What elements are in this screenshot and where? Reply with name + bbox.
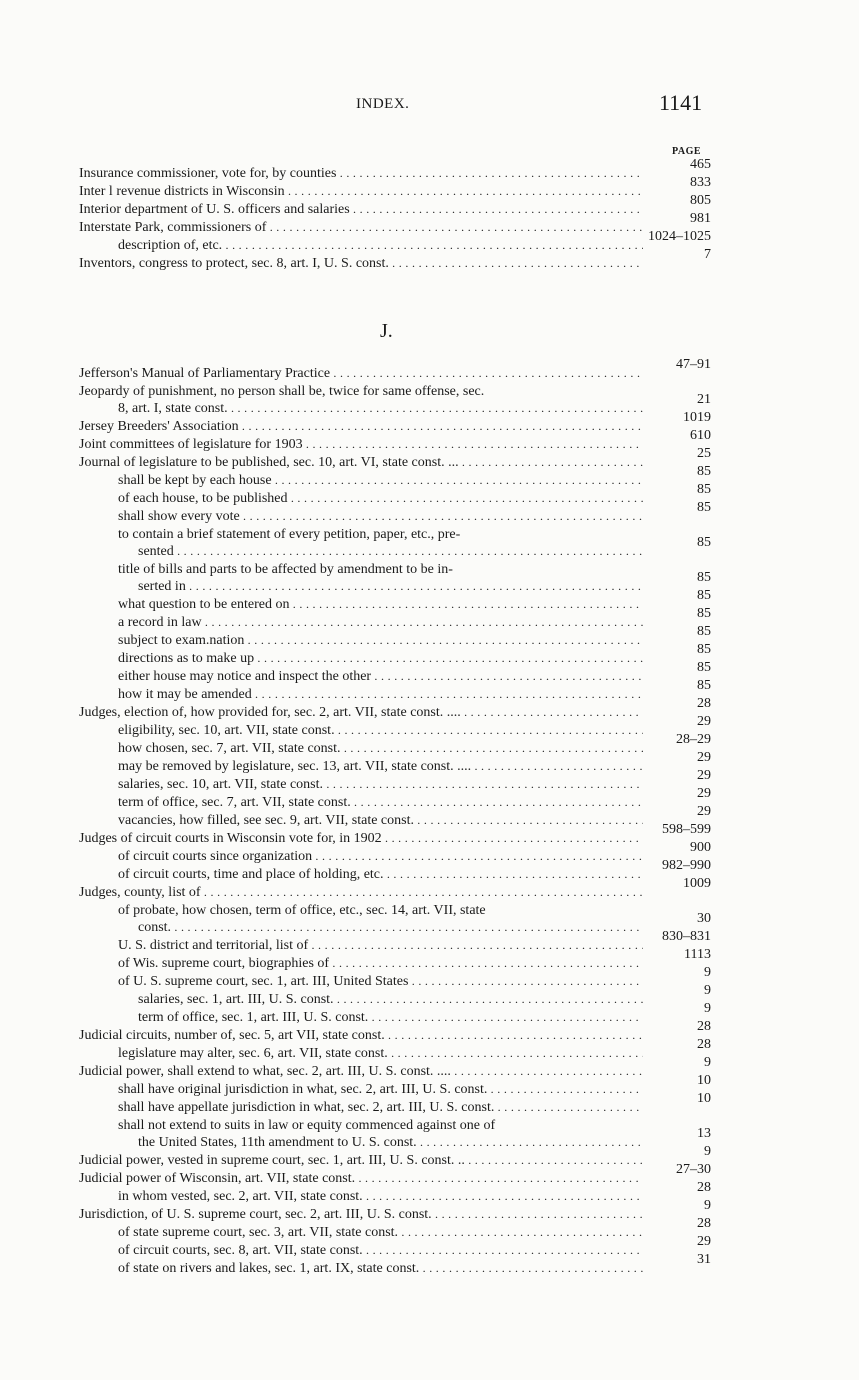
entry-page-number: 805 — [690, 193, 711, 208]
entry-text: how chosen, sec. 7, art. VII, state const. . . . — [118, 739, 643, 758]
index-entry — [0, 1216, 859, 1241]
entry-text: salaries, sec. 10, art. VII, state const. . . . — [118, 775, 643, 794]
entry-text: shall have appellate jurisdiction in what, sec. 2, art. III, U. S. const. . . . — [118, 1098, 643, 1117]
entry-page-number: 47–91 — [676, 357, 711, 372]
index-entry — [0, 535, 859, 560]
index-entry — [0, 1144, 859, 1169]
index-entry — [0, 500, 859, 525]
index-entry — [0, 428, 859, 453]
entry-text: of U. S. supreme court, sec. 1, art. III, United States . . . — [118, 972, 643, 991]
entry-page-number: 31 — [697, 1252, 711, 1267]
entry-text: Jurisdiction, of U. S. supreme court, sec. 2, art. III, U. S. const. . . . — [79, 1205, 643, 1224]
entry-text: a record in law . . . — [118, 613, 643, 632]
entry-page-number: 85 — [697, 678, 711, 693]
index-entry — [0, 804, 859, 829]
index-entry — [0, 1198, 859, 1223]
index-entry — [0, 786, 859, 811]
index-entry — [0, 1037, 859, 1062]
entry-page-number: 9 — [704, 1144, 711, 1159]
index-entry — [0, 211, 859, 236]
running-head: INDEX. — [356, 96, 410, 112]
entry-page-number: 28 — [697, 1019, 711, 1034]
index-entry — [0, 929, 859, 954]
entry-page-number: 30 — [697, 911, 711, 926]
entry-page-number: 833 — [690, 175, 711, 190]
entry-text: to contain a brief statement of every petition, paper, etc., pre- — [118, 527, 461, 542]
entry-page-number: 981 — [690, 211, 711, 226]
entry-text: title of bills and parts to be affected by amendment to be in- — [118, 562, 453, 577]
entry-page-number: 598–599 — [662, 822, 711, 837]
entry-text: Judicial power, vested in supreme court, sec. 1, art. III, U. S. const. .. . . . — [79, 1151, 643, 1170]
index-section-i — [0, 157, 859, 272]
entry-text: Jeopardy of punishment, no person shall be, twice for same offense, sec. — [79, 384, 485, 399]
entry-page-number: 85 — [697, 624, 711, 639]
entry-text: U. S. district and territorial, list of . . . — [118, 936, 643, 955]
entry-page-number: 85 — [697, 570, 711, 585]
index-entry — [0, 750, 859, 775]
index-entry — [0, 858, 859, 883]
index-entry — [0, 660, 859, 685]
entry-text: serted in . . . — [138, 577, 643, 596]
page-number: 1141 — [659, 90, 703, 115]
entry-text: const. . . . — [138, 918, 643, 937]
index-entry — [0, 983, 859, 1008]
index-entry — [0, 464, 859, 489]
index-entry — [0, 1180, 859, 1205]
entry-text: Jefferson's Manual of Parliamentary Practice . . . — [79, 364, 643, 383]
index-entry — [0, 570, 859, 595]
entry-page-number: 1024–1025 — [648, 229, 711, 244]
entry-page-number: 29 — [697, 750, 711, 765]
entry-text: of circuit courts since organization . . . — [118, 847, 643, 866]
index-entry — [0, 947, 859, 972]
entry-page-number: 7 — [704, 247, 711, 262]
index-entry — [0, 822, 859, 847]
entry-text: shall be kept by each house . . . — [118, 471, 643, 490]
entry-page-number: 29 — [697, 714, 711, 729]
entry-page-number: 85 — [697, 642, 711, 657]
entry-page-number: 465 — [690, 157, 711, 172]
entry-text: of each house, to be published . . . — [118, 489, 643, 508]
index-entry — [0, 410, 859, 435]
index-entry — [0, 247, 859, 272]
entry-text: of Wis. supreme court, biographies of . . . — [118, 954, 643, 973]
entry-text: shall not extend to suits in law or equity commenced against one of — [118, 1118, 496, 1133]
entry-text: Inventors, congress to protect, sec. 8, art. I, U. S. const. . . . — [79, 254, 643, 273]
page-header — [0, 90, 859, 126]
entry-page-number: 85 — [697, 606, 711, 621]
index-entry — [0, 642, 859, 667]
entry-text: Inter l revenue districts in Wisconsin . . . — [79, 182, 643, 201]
index-entry — [0, 768, 859, 793]
letter-heading: J. — [380, 320, 393, 342]
entry-text: of circuit courts, time and place of holding, etc. . . . — [118, 865, 643, 884]
entry-page-number: 25 — [697, 446, 711, 461]
entry-text: salaries, sec. 1, art. III, U. S. const. . . . — [138, 990, 643, 1009]
entry-text: directions as to make up . . . — [118, 649, 643, 668]
index-entry — [0, 1055, 859, 1080]
entry-page-number: 9 — [704, 983, 711, 998]
entry-text: Insurance commissioner, vote for, by counties . . . — [79, 164, 643, 183]
entry-text: of state supreme court, sec. 3, art. VII, state const. . . . — [118, 1223, 643, 1242]
entry-text: Jersey Breeders' Association . . . — [79, 417, 643, 436]
index-section-j — [0, 357, 859, 1277]
entry-page-number: 10 — [697, 1073, 711, 1088]
entry-text: Judicial power of Wisconsin, art. VII, state const. . . . — [79, 1169, 643, 1188]
entry-text: what question to be entered on . . . — [118, 595, 643, 614]
entry-page-number: 29 — [697, 768, 711, 783]
index-entry — [0, 678, 859, 703]
entry-page-number: 85 — [697, 464, 711, 479]
entry-page-number: 85 — [697, 535, 711, 550]
entry-page-number: 13 — [697, 1126, 711, 1141]
entry-text: subject to exam.nation . . . — [118, 631, 643, 650]
entry-text: of probate, how chosen, term of office, etc., sec. 14, art. VII, state — [118, 903, 486, 918]
entry-text: description of, etc. . . . — [118, 236, 643, 255]
entry-text: shall have original jurisdiction in what, sec. 2, art. III, U. S. const. . . . — [118, 1080, 643, 1099]
entry-text: term of office, sec. 7, art. VII, state const. . . . — [118, 793, 643, 812]
entry-page-number: 10 — [697, 1091, 711, 1106]
entry-text: how it may be amended . . . — [118, 685, 643, 704]
entry-text: Interior department of U. S. officers and salaries . . . — [79, 200, 643, 219]
index-entry — [0, 1073, 859, 1098]
index-entry — [0, 965, 859, 990]
index-entry — [0, 229, 859, 254]
index-entry — [0, 876, 859, 901]
entry-page-number: 85 — [697, 500, 711, 515]
entry-text: vacancies, how filled, see sec. 9, art. VII, state const. . . . — [118, 811, 643, 830]
index-entry — [0, 696, 859, 721]
entry-text: Judges of circuit courts in Wisconsin vote for, in 1902 . . . — [79, 829, 643, 848]
entry-page-number: 28 — [697, 1037, 711, 1052]
index-entry — [0, 446, 859, 471]
entry-text: Journal of legislature to be published, sec. 10, art. VI, state const. ... . . . — [79, 453, 643, 472]
index-entry — [0, 525, 859, 542]
index-entry — [0, 1001, 859, 1026]
entry-page-number: 28–29 — [676, 732, 711, 747]
entry-page-number: 27–30 — [676, 1162, 711, 1177]
entry-page-number: 28 — [697, 696, 711, 711]
index-entry — [0, 1019, 859, 1044]
index-entry — [0, 175, 859, 200]
index-entry — [0, 606, 859, 631]
entry-text: Interstate Park, commissioners of . . . — [79, 218, 643, 237]
entry-page-number: 9 — [704, 1198, 711, 1213]
entry-page-number: 1019 — [683, 410, 711, 425]
index-entry — [0, 588, 859, 613]
entry-text: legislature may alter, sec. 6, art. VII, state const. . . . — [118, 1044, 643, 1063]
entry-page-number: 21 — [697, 392, 711, 407]
index-entry — [0, 193, 859, 218]
entry-page-number: 1009 — [683, 876, 711, 891]
index-entry — [0, 624, 859, 649]
entry-page-number: 28 — [697, 1216, 711, 1231]
entry-text: term of office, sec. 1, art. III, U. S. const. . . . — [138, 1008, 643, 1027]
entry-text: Judges, election of, how provided for, sec. 2, art. VII, state const. .... . . . — [79, 703, 643, 722]
index-entry — [0, 911, 859, 936]
entry-page-number: 28 — [697, 1180, 711, 1195]
entry-page-number: 29 — [697, 786, 711, 801]
index-entry — [0, 157, 859, 182]
entry-text: sented . . . — [138, 542, 643, 561]
index-entry — [0, 732, 859, 757]
entry-text: of circuit courts, sec. 8, art. VII, state const. . . . — [118, 1241, 643, 1260]
entry-text: Judicial circuits, number of, sec. 5, art VII, state const. . . . — [79, 1026, 643, 1045]
entry-text: eligibility, sec. 10, art. VII, state const. . . . — [118, 721, 643, 740]
entry-text: shall show every vote . . . — [118, 507, 643, 526]
index-entry — [0, 1116, 859, 1133]
entry-page-number: 9 — [704, 965, 711, 980]
entry-page-number: 29 — [697, 804, 711, 819]
entry-page-number: 29 — [697, 1234, 711, 1249]
index-entry — [0, 560, 859, 577]
entry-text: in whom vested, sec. 2, art. VII, state const. . . . — [118, 1187, 643, 1206]
entry-page-number: 830–831 — [662, 929, 711, 944]
index-entry — [0, 482, 859, 507]
entry-text: 8, art. I, state const. . . . — [118, 399, 643, 418]
entry-page-number: 85 — [697, 660, 711, 675]
entry-text: the United States, 11th amendment to U. S. const. . . . — [138, 1133, 643, 1152]
page-column-label: PAGE — [672, 146, 702, 157]
index-entry — [0, 1091, 859, 1116]
index-entry — [0, 392, 859, 417]
index-entry — [0, 382, 859, 399]
entry-page-number: 1113 — [684, 947, 711, 962]
entry-text: of state on rivers and lakes, sec. 1, art. IX, state const. . . . — [118, 1259, 643, 1278]
index-entry — [0, 1126, 859, 1151]
entry-text: may be removed by legislature, sec. 13, art. VII, state const. .... . . . — [118, 757, 643, 776]
entry-text: Joint committees of legislature for 1903 . . . — [79, 435, 643, 454]
entry-text: Judges, county, list of . . . — [79, 883, 643, 902]
index-entry — [0, 1252, 859, 1277]
index-entry — [0, 357, 859, 382]
entry-page-number: 85 — [697, 482, 711, 497]
entry-page-number: 610 — [690, 428, 711, 443]
index-entry — [0, 1162, 859, 1187]
entry-text: either house may notice and inspect the other . . . — [118, 667, 643, 686]
index-entry — [0, 1234, 859, 1259]
entry-page-number: 982–990 — [662, 858, 711, 873]
index-entry — [0, 840, 859, 865]
entry-page-number: 9 — [704, 1055, 711, 1070]
entry-page-number: 900 — [690, 840, 711, 855]
entry-page-number: 85 — [697, 588, 711, 603]
entry-page-number: 9 — [704, 1001, 711, 1016]
entry-text: Judicial power, shall extend to what, sec. 2, art. III, U. S. const. .... . . . — [79, 1062, 643, 1081]
index-entry — [0, 901, 859, 918]
index-entry — [0, 714, 859, 739]
